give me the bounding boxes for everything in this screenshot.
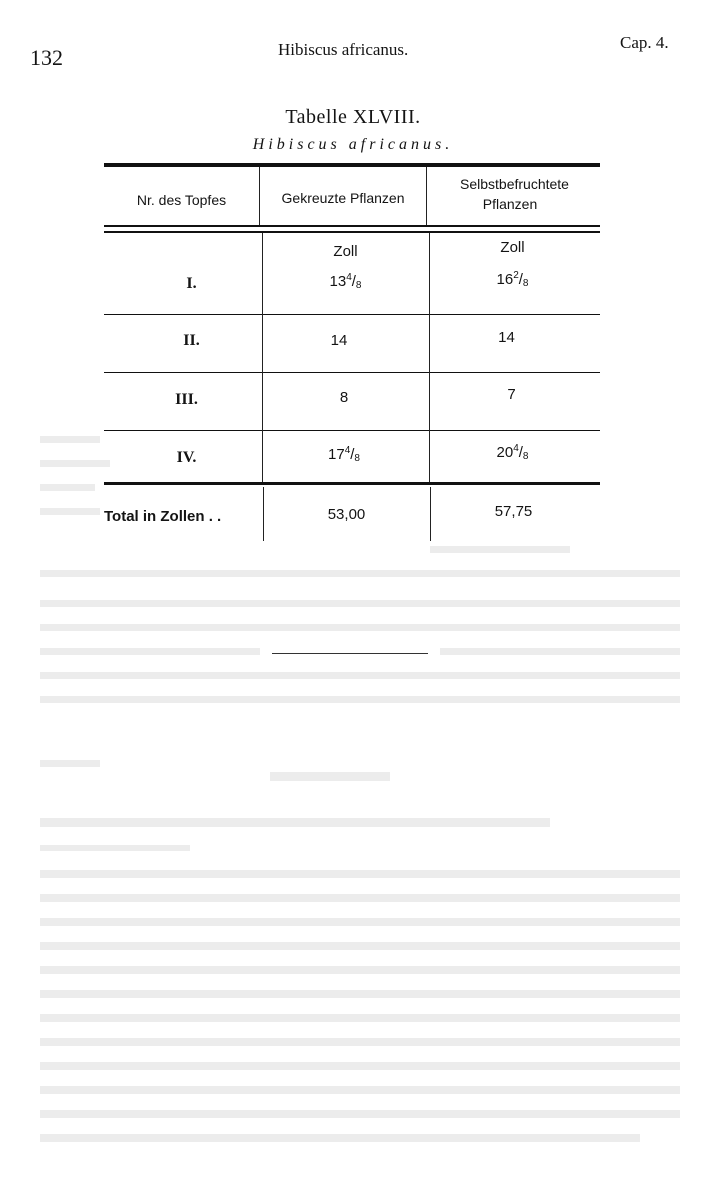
total-label: Total in Zollen . . (104, 508, 222, 525)
total-rule (104, 482, 600, 485)
unit-label-selfed: Zoll (500, 239, 525, 256)
column-header-selfed: Selbstbefruchtete Pflanzen (460, 176, 569, 212)
column-divider (426, 167, 427, 225)
table-title: Tabelle XLVIII. (285, 106, 421, 128)
crossed-value: 14 (330, 332, 348, 349)
selfed-value: $16^2/_8$ (496, 270, 529, 289)
page-number: 132 (30, 45, 63, 70)
selfed-value: 7 (507, 386, 516, 403)
header-double-rule-bottom (104, 231, 600, 233)
column-header-pot: Nr. des Topfes (136, 192, 227, 208)
total-selfed: 57,75 (494, 503, 533, 520)
crossed-value: 8 (339, 389, 349, 406)
pot-number: II. (183, 332, 200, 349)
table-top-rule (104, 163, 600, 167)
crossed-value: $17^4/_8$ (328, 445, 360, 464)
running-title: Hibiscus africanus. (278, 40, 409, 59)
total-crossed: 53,00 (327, 506, 366, 523)
row-rule (104, 372, 600, 373)
section-separator (272, 653, 428, 654)
row-rule (104, 314, 600, 315)
row-rule (104, 430, 600, 431)
chapter-reference: Cap. 4. (620, 33, 669, 52)
unit-label-crossed: Zoll (333, 243, 358, 260)
selfed-value: $20^4/_8$ (496, 443, 529, 462)
pot-number: III. (175, 391, 198, 408)
pot-number: I. (186, 275, 197, 292)
table-subtitle: Hibiscus africanus. (252, 136, 454, 153)
column-header-crossed: Gekreuzte Pflanzen (281, 190, 405, 206)
header-double-rule-top (104, 225, 600, 227)
selfed-value: 14 (498, 329, 515, 346)
crossed-value: $13^4/_8$ (329, 272, 362, 291)
pot-number: IV. (176, 449, 197, 466)
